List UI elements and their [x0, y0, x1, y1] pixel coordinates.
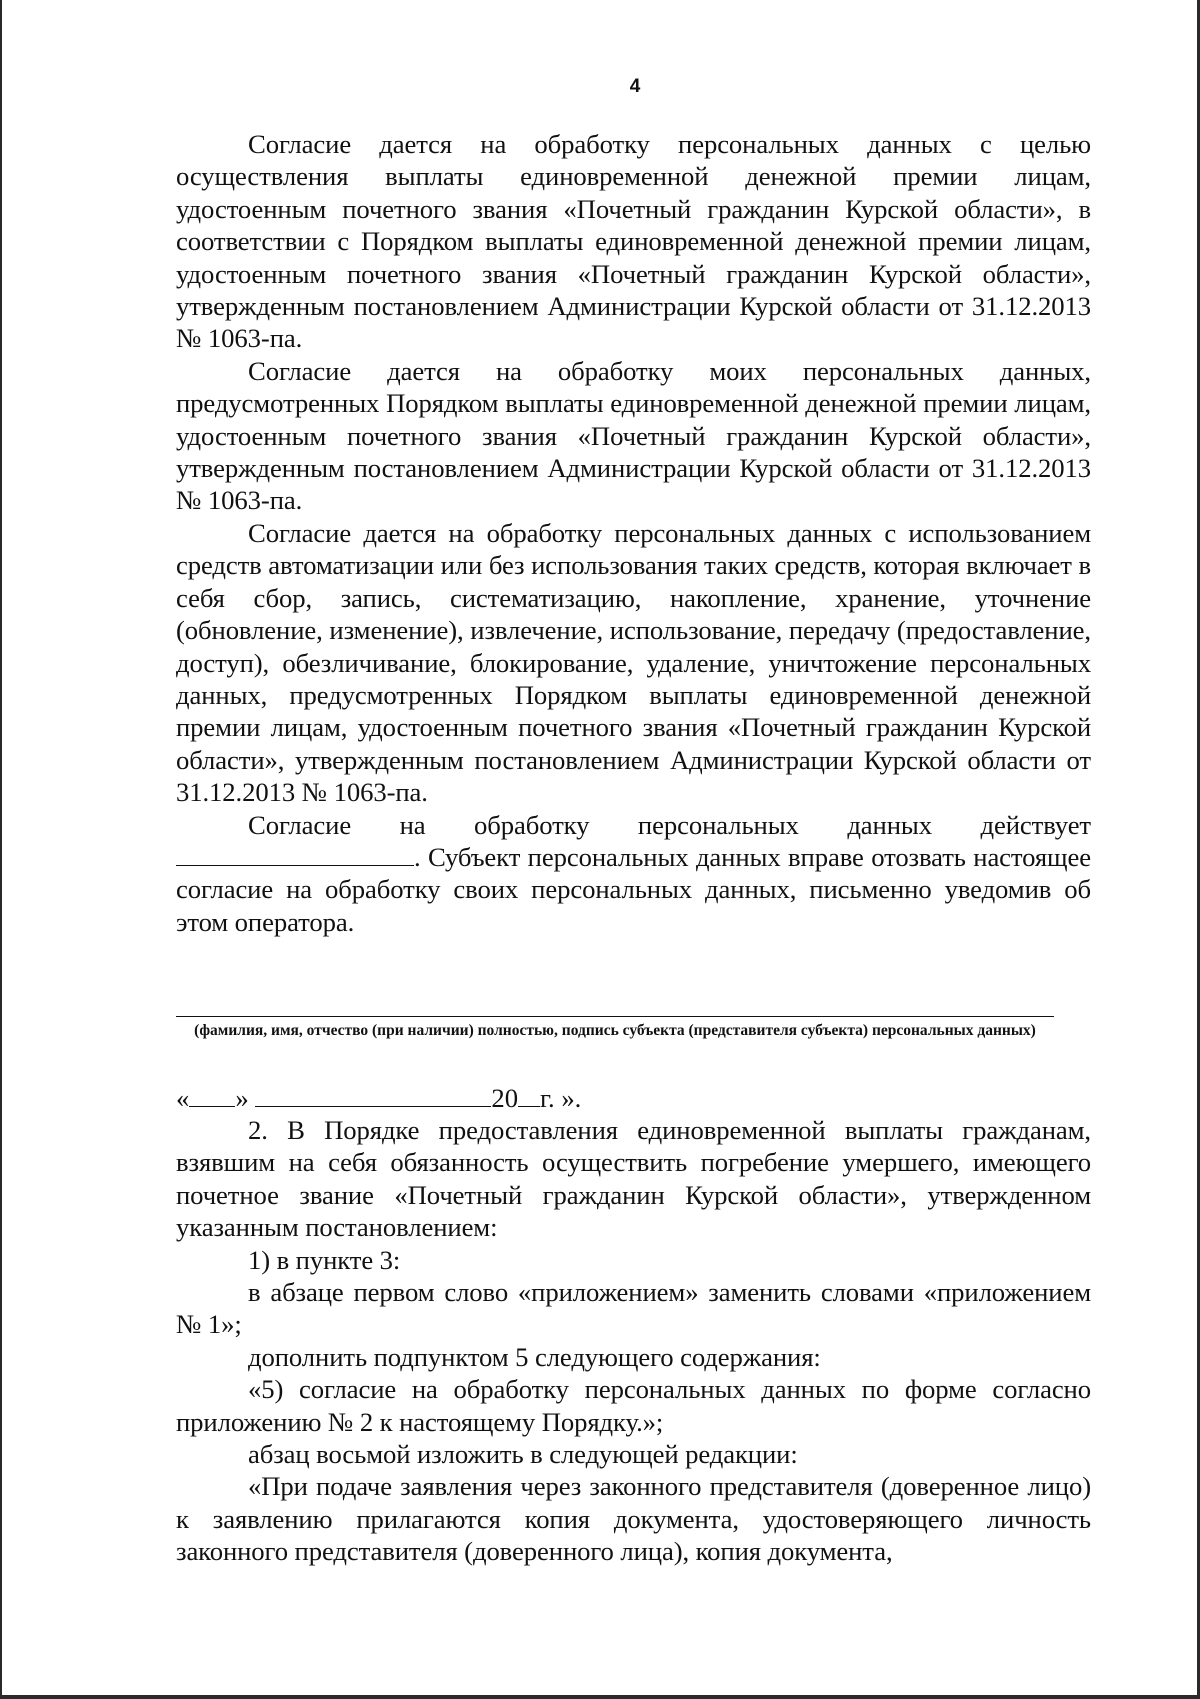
signature-caption: (фамилия, имя, отчество (при наличии) полностью, подпись субъекта (представителя субъекта) персональных данных) [194, 1022, 1036, 1039]
amendment-subpoint-5: «5) согласие на обработку персональных данных по форме согласно приложению № 2 к настоящему Порядку.»; [176, 1374, 1091, 1437]
consent-paragraph-validity [176, 809, 1091, 939]
consent-paragraph-purpose: Согласие дается на обработку персональных данных с целью осуществления выплаты единовременной денежной премии лицам, удостоенным почетного звания «Почетный гражданин Курской области», в соответствии с Порядком выплаты единовременной денежной премии лицам, удостоенным почетного звания «Почетный гражданин Курской области», утвержденным постановлением Администрации Курской области от 31.12.2013 № 1063-па. [176, 129, 1091, 354]
amendment-paragraph-2: 2. В Порядке предоставления единовременной выплаты гражданам, взявшим на себя обязанность осуществить погребение умершего, имеющего почетное звание «Почетный гражданин Курской области», утвержденном указанным постановлением: [176, 1115, 1091, 1243]
amendment-point-3: 1) в пункте 3: [248, 1244, 401, 1275]
validity-period-blank [176, 843, 414, 866]
amendment-eighth-paragraph: абзац восьмой изложить в следующей редакции: [248, 1439, 798, 1470]
scan-edge-left [0, 0, 2, 1699]
page-number: 4 [629, 76, 641, 97]
amendment-new-wording: «При подаче заявления через законного представителя (доверенное лицо) к заявлению прилагаются копия документа, удостоверяющего личность законного представителя (доверенного лица), копия документа, [176, 1471, 1091, 1567]
year-blank [518, 1086, 540, 1107]
amendment-first-paragraph: в абзаце первом слово «приложением» заменить словами «приложением № 1»; [176, 1277, 1091, 1340]
validity-rest: . Субъект персональных данных вправе отозвать настоящее согласие на обработку своих персональных данных, письменно уведомив об этом оператора. [176, 841, 1091, 937]
year-suffix: г. ». [540, 1083, 582, 1113]
year-prefix: 20 [491, 1083, 519, 1113]
consent-text [176, 128, 1091, 938]
month-blank [255, 1086, 491, 1107]
consent-paragraph-scope: Согласие дается на обработку моих персональных данных, предусмотренных Порядком выплаты единовременной денежной премии лицам, удостоенным почетного звания «Почетный гражданин Курской области», утвержденным постановлением Администрации Курской области от 31.12.2013 № 1063-па. [176, 355, 1091, 516]
consent-paragraph-actions: Согласие дается на обработку персональных данных с использованием средств автоматизации или без использования таких средств, которая включает в себя сбор, запись, систематизацию, накопление, хранение, уточнение (обновление, изменение), извлечение, использование, передачу (предоставление, доступ), обезличивание, блокирование, удаление, уничтожение персональных данных, предусмотренных Порядком выплаты единовременной денежной премии лицам, удостоенным почетного звания «Почетный гражданин Курской области», утвержденным постановлением Администрации Курской области от 31.12.2013 № 1063-па. [176, 517, 1091, 808]
day-blank [189, 1086, 235, 1107]
date-open-quote: « [176, 1083, 190, 1113]
scan-edge-bottom [0, 1695, 1200, 1699]
validity-lead: Согласие на обработку персональных данных действует [248, 809, 1091, 840]
signature-block [176, 1016, 1054, 1042]
amendment-add-subpoint: дополнить подпунктом 5 следующего содержания: [248, 1341, 821, 1372]
amendment-text [176, 1114, 1091, 1568]
signature-line [176, 1016, 1054, 1017]
date-line [176, 1082, 581, 1114]
date-close-quote: » [235, 1083, 249, 1113]
